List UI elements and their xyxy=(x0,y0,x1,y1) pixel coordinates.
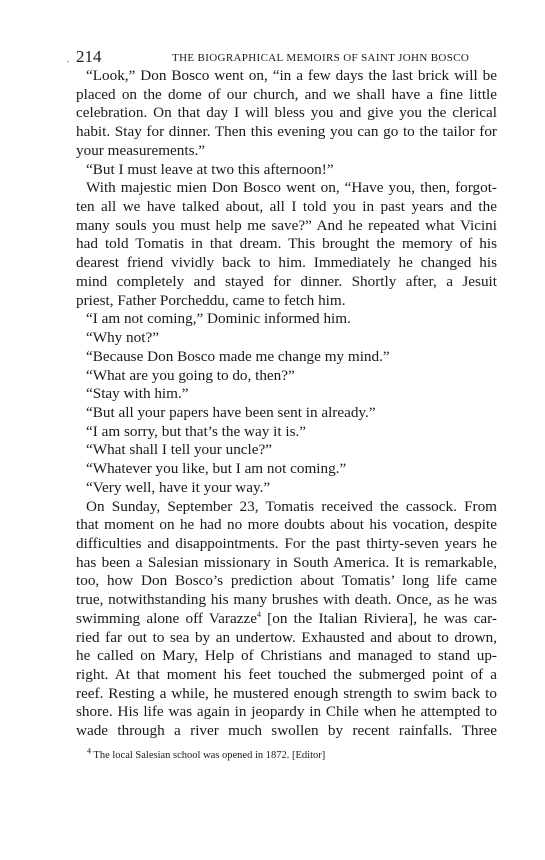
page-number: 214 xyxy=(76,47,102,66)
text-line: On Sunday, September 23, Tomatis received the cassock. From xyxy=(86,497,497,515)
text-line: “Stay with him.” xyxy=(86,385,189,403)
text-line: reef. Resting a while, he mustered enough strength to swim back to xyxy=(76,684,497,702)
text-line: has been a Salesian missionary in South America. It is remarkable, xyxy=(76,553,497,571)
text-line: celebration. On that day I will bless you and give you the clerical xyxy=(76,104,497,122)
text-line: “Why not?” xyxy=(86,329,159,347)
text-line: had told Tomatis in that dream. This brought the memory of his xyxy=(76,235,497,253)
text-line: With majestic mien Don Bosco went on, “Have you, then, forgot- xyxy=(86,179,497,197)
text-line: that moment on he had no more doubts about his vocation, despite xyxy=(76,516,497,534)
text-line: “What shall I tell your uncle?” xyxy=(86,441,272,459)
text-line: wade through a river much swollen by recent rainfalls. Three xyxy=(76,722,497,740)
text-line xyxy=(76,610,497,629)
text-line: “Look,” Don Bosco went on, “in a few days the last brick will be xyxy=(86,67,497,84)
text-line: “Whatever you like, but I am not coming.” xyxy=(86,460,347,478)
page-header xyxy=(76,46,497,68)
text-line: “Because Don Bosco made me change my mind.” xyxy=(86,347,390,365)
text-line: dearest friend vividly back to him. Immediately he changed his xyxy=(76,254,497,272)
text-segment: swimming alone off Varazze xyxy=(76,609,257,627)
text-line: “Very well, have it your way.” xyxy=(86,478,271,496)
text-line: “But all your papers have been sent in already.” xyxy=(86,403,376,421)
footnote-reference: 4 xyxy=(256,609,261,619)
text-line: “I am not coming,” Dominic informed him. xyxy=(86,310,351,328)
text-line: right. At that moment his feet touched the submerged point of a xyxy=(76,666,497,683)
text-line: ten all we have talked about, all I told you in past years and the xyxy=(76,198,497,216)
running-head: THE BIOGRAPHICAL MEMOIRS OF SAINT JOHN BOSCO xyxy=(172,52,470,64)
footnote xyxy=(87,746,326,763)
text-line: shore. His life was again in jeopardy in Chile when he attempted to xyxy=(76,703,497,721)
text-line: placed on the dome of our church, and we shall have a fine little xyxy=(76,85,497,103)
text-line: difficulties and disappointments. For the past thirty-seven years he xyxy=(76,534,497,552)
text-line: too, how Don Bosco’s prediction about Tomatis’ long life came xyxy=(76,572,497,590)
text-line: “But I must leave at two this afternoon!” xyxy=(86,160,334,178)
text-line: many souls you must help me save?” And he repeated what Vicini xyxy=(76,216,497,234)
text-line: true, notwithstanding his many brushes with death. Once, as he was xyxy=(76,591,497,609)
text-line: habit. Stay for dinner. Then this evening you can go to the tailor for xyxy=(76,123,497,141)
margin-mark: · xyxy=(66,54,70,68)
text-line: priest, Father Porcheddu, came to fetch him. xyxy=(76,291,346,309)
text-line: your measurements.” xyxy=(76,141,206,159)
text-line: “I am sorry, but that’s the way it is.” xyxy=(86,422,307,440)
footnote-text: The local Salesian school was opened in 1872. [Editor] xyxy=(91,750,326,761)
footnote-mark: 4 xyxy=(87,746,91,756)
text-segment: [on the Italian Riviera], he was car- xyxy=(260,609,497,627)
body-text xyxy=(76,67,497,741)
text-line: ried far out to sea by an undertow. Exhausted and about to drown, xyxy=(76,628,497,646)
text-line: mind completely and stayed for dinner. Shortly after, a Jesuit xyxy=(76,272,497,290)
text-line: he called on Mary, Help of Christians and managed to stand up- xyxy=(76,647,497,665)
text-line: “What are you going to do, then?” xyxy=(86,366,295,384)
